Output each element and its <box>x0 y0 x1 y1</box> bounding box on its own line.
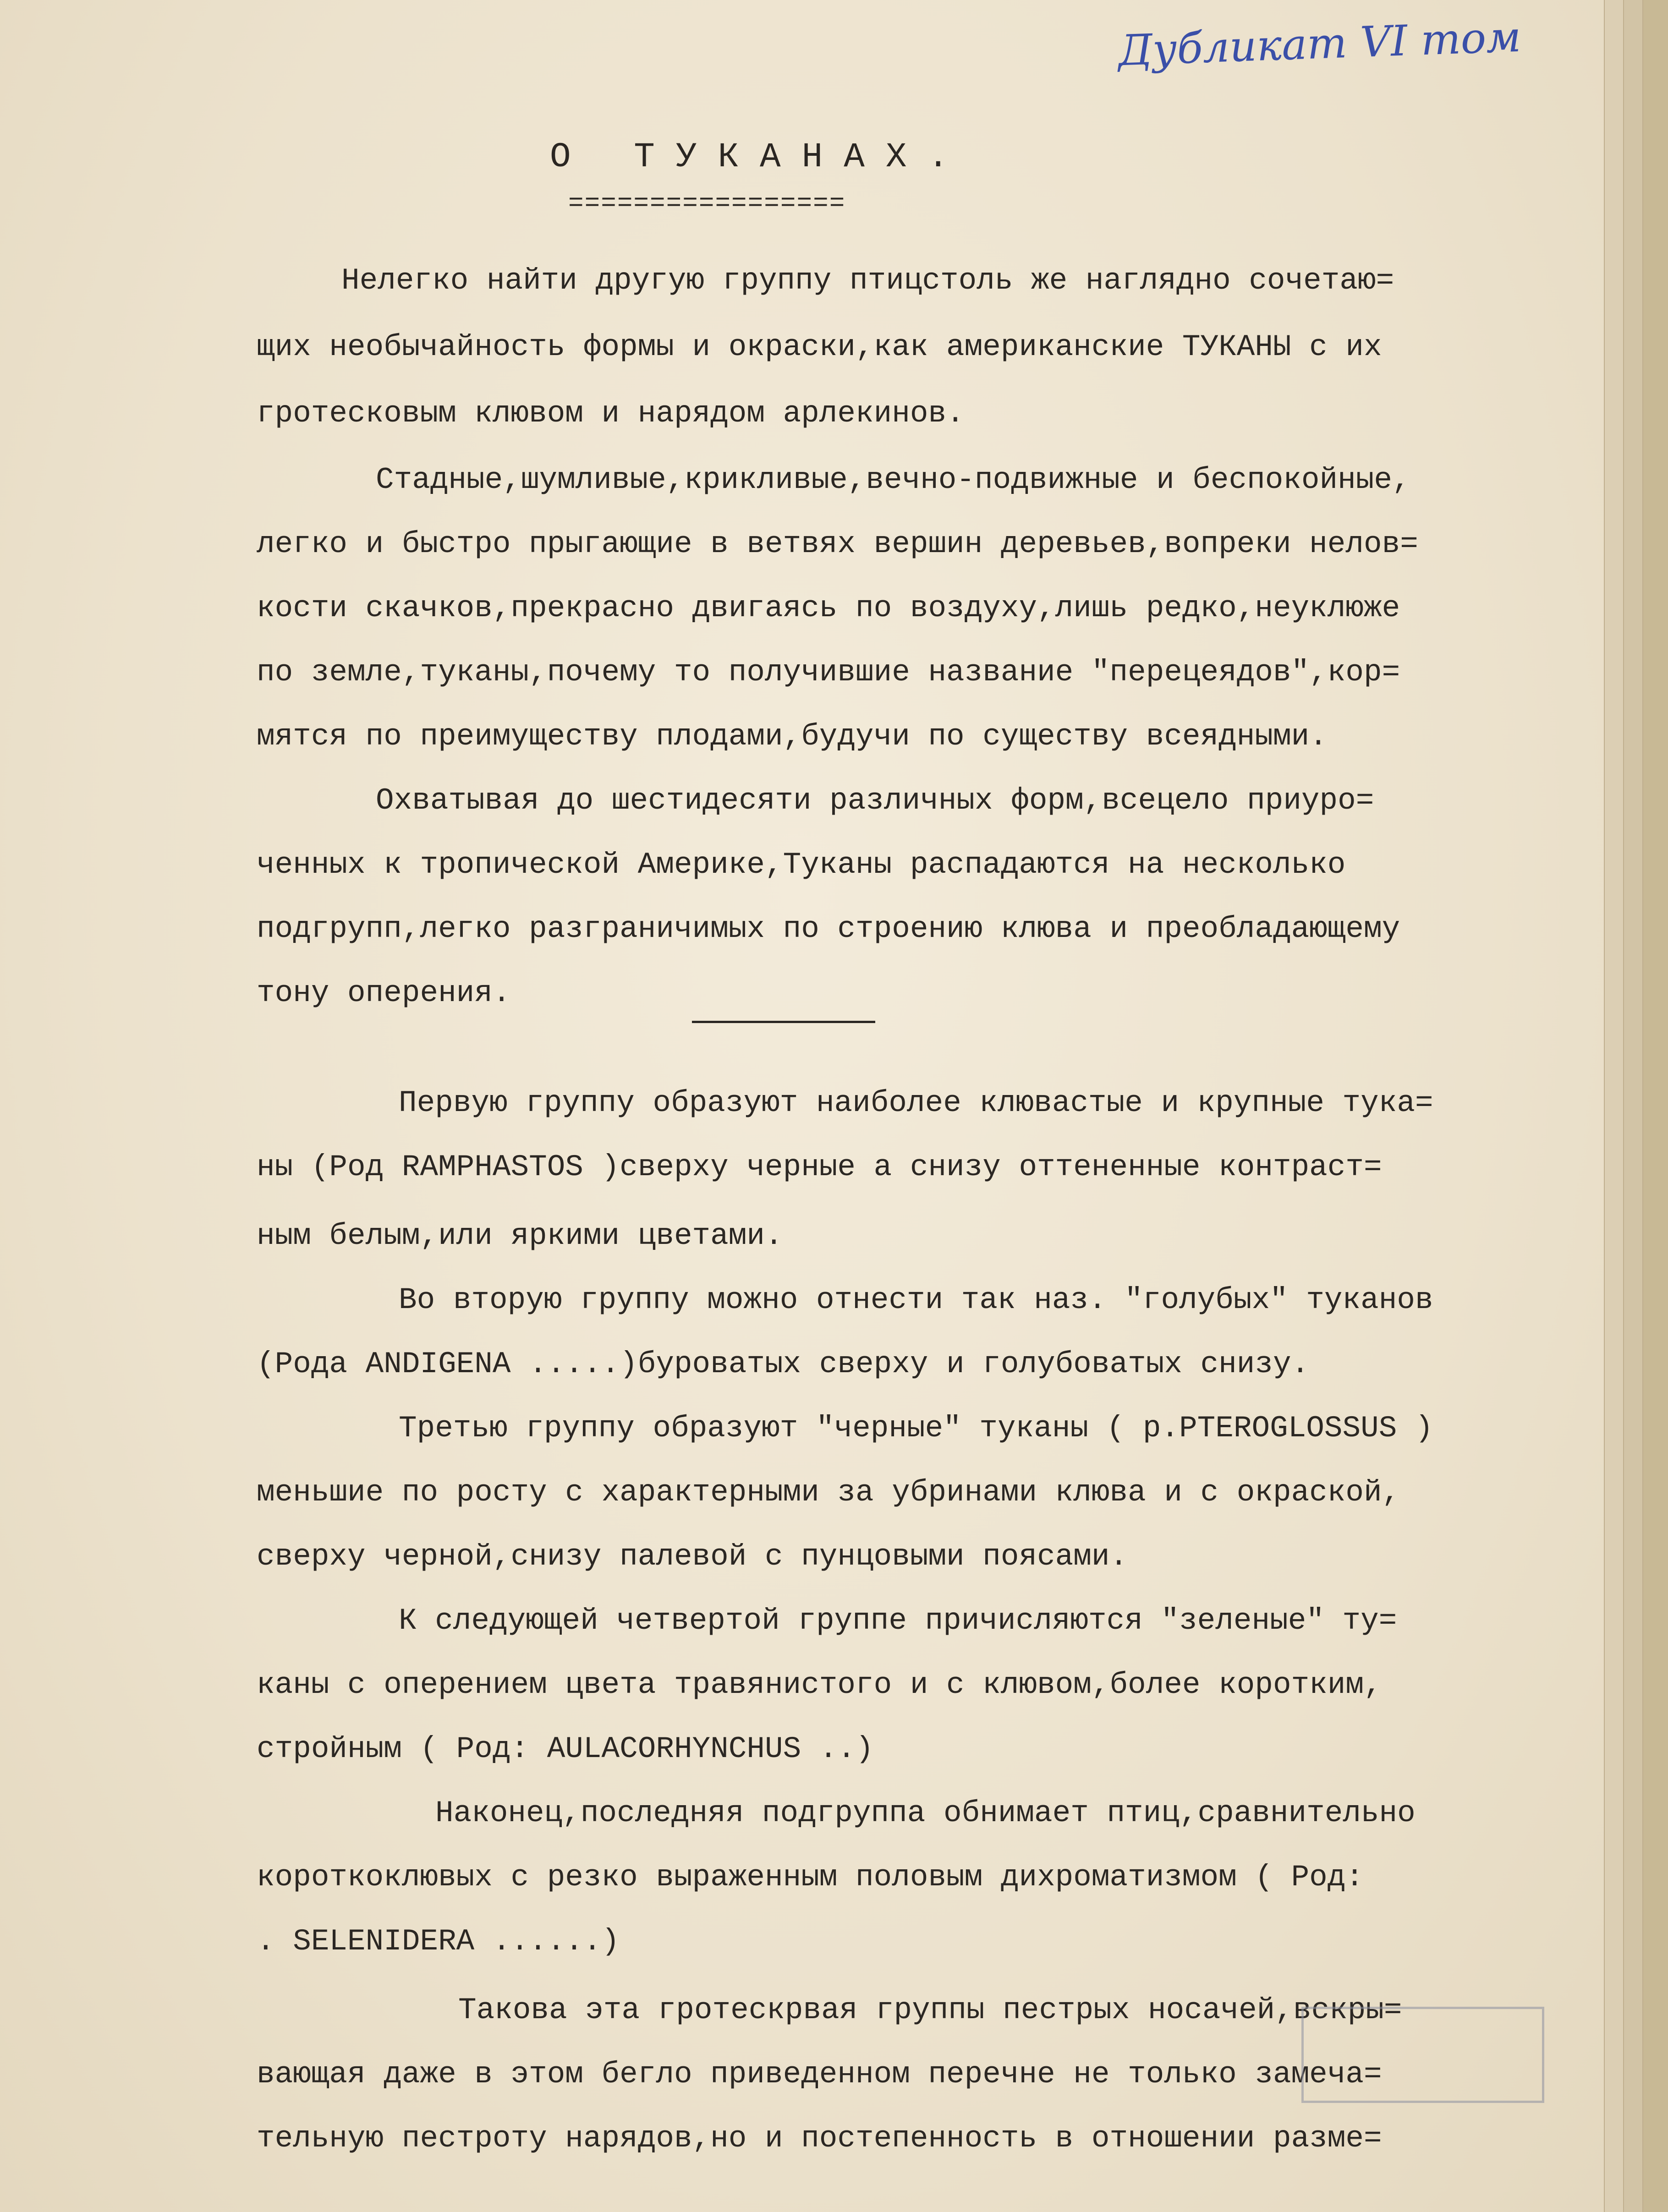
text-line: меньшие по росту с характерными за убринами клюва и с окраской, <box>257 1475 1400 1510</box>
text-line: по земле,туканы,почему то получившие название "перецеядов",кор= <box>257 655 1400 690</box>
text-line: гротесковым клювом и нарядом арлекинов. <box>257 396 965 431</box>
text-line: ным белым,или яркими цветами. <box>257 1219 783 1253</box>
text-line: подгрупп,легко разграничимых по строению клюва и преобладающему <box>257 912 1400 946</box>
text-line: . SELENIDERA ......) <box>257 1924 620 1959</box>
text-line: сверху черной,снизу палевой с пунцовыми поясами. <box>257 1539 1128 1574</box>
text-line: кости скачков,прекрасно двигаясь по воздуху,лишь редко,неуклюже <box>257 591 1400 625</box>
text-line: ны (Род RAMPHASTOS )сверху черные а снизу оттененные контраст= <box>257 1150 1382 1184</box>
text-line: стройным ( Род: AULACORHYNCHUS ..) <box>257 1732 874 1766</box>
title-underline: ================= <box>568 189 846 218</box>
text-line: каны с оперением цвета травянистого и с клювом,более коротким, <box>257 1668 1382 1702</box>
text-line: Третью группу образуют "черные" туканы ( р.PTEROGLOSSUS ) <box>399 1411 1433 1445</box>
text-line: Охватывая до шестидесяти различных форм,всецело приуро= <box>376 783 1374 818</box>
text-line: вающая даже в этом бегло приведенном перечне не только замеча= <box>257 2057 1382 2092</box>
text-line: Стадные,шумливые,крикливые,вечно-подвижные и беспокойные, <box>376 463 1410 497</box>
text-line: мятся по преимуществу плодами,будучи по существу всеядными. <box>257 719 1328 754</box>
section-divider <box>692 1021 875 1023</box>
text-line: тельную пестроту нарядов,но и постепенность в отношении разме= <box>257 2121 1382 2156</box>
text-line: ченных к тропической Америке,Туканы распадаются на несколько <box>257 848 1346 882</box>
text-line: Такова эта гротескрвая группы пестрых носачей,вскры= <box>458 1993 1402 2027</box>
text-line: короткоклювых с резко выраженным половым дихроматизмом ( Род: <box>257 1860 1364 1894</box>
text-line: щих необычайность формы и окраски,как американские ТУКАНЫ с их <box>257 330 1382 364</box>
text-line: Нелегко найти другую группу птицстоль же наглядно сочетаю= <box>341 263 1394 298</box>
text-line: (Рода ANDIGENA .....)буроватых сверху и голубоватых снизу. <box>257 1347 1310 1381</box>
text-line: К следующей четвертой группе причисляются "зеленые" ту= <box>399 1604 1397 1638</box>
text-line: Наконец,последняя подгруппа обнимает птиц,сравнительно <box>435 1796 1416 1830</box>
text-line: Во вторую группу можно отнести так наз. "голубых" туканов <box>399 1283 1433 1317</box>
library-stamp <box>1301 2007 1544 2103</box>
document-title: О ТУКАНАХ. <box>550 137 970 177</box>
text-line: тону оперения. <box>257 976 511 1010</box>
text-line: Первую группу образуют наиболее клювастые и крупные тука= <box>399 1086 1433 1120</box>
handwritten-annotation: Дубликат VI том <box>1117 12 1522 76</box>
text-line: легко и быстро прыгающие в ветвях вершин деревьев,вопреки нелов= <box>257 527 1418 561</box>
